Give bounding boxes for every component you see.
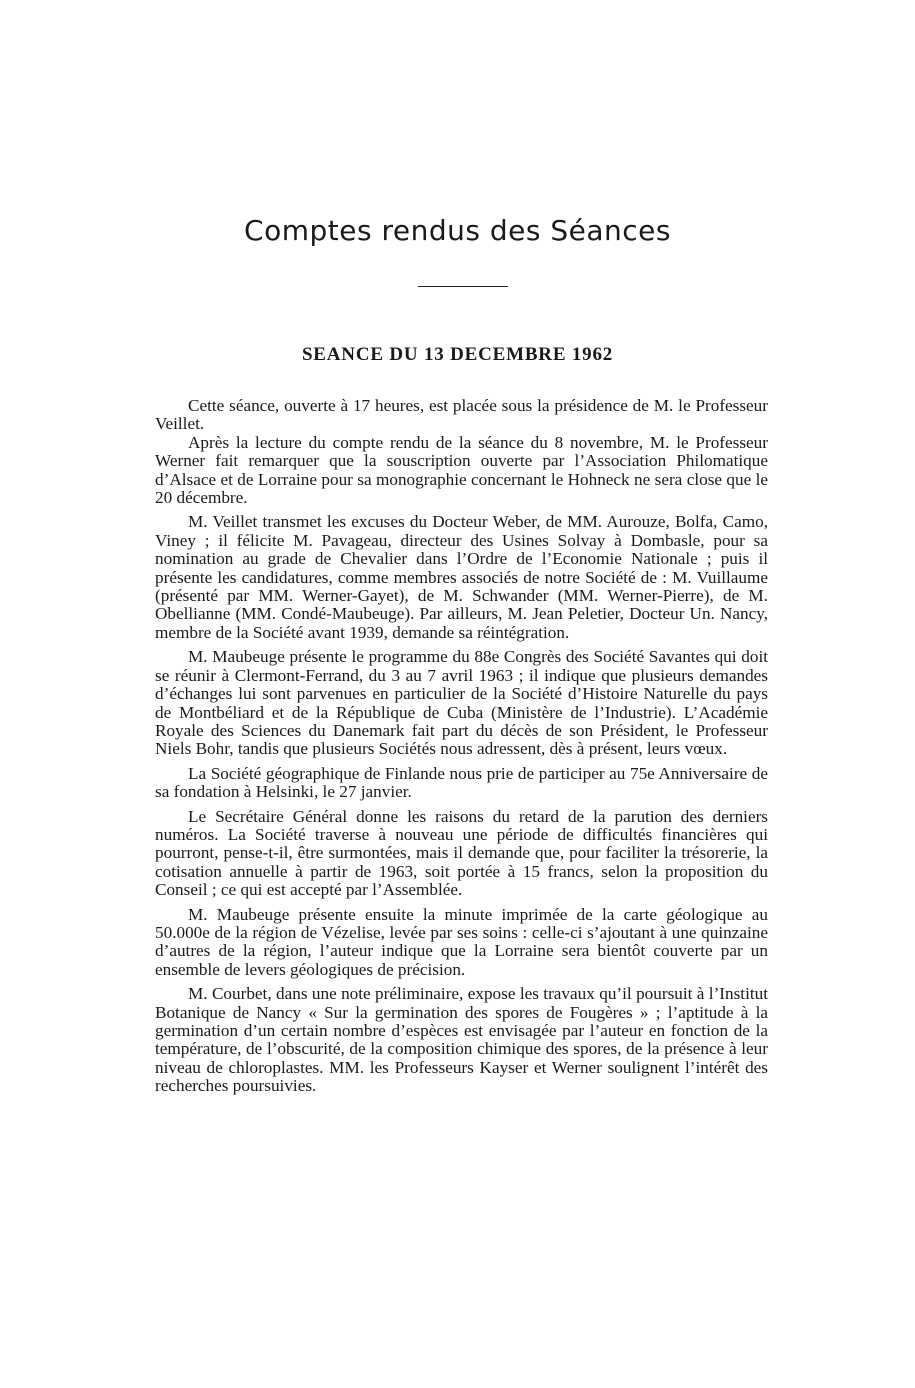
paragraph-finances: Le Secrétaire Général donne les raisons du retard de la parution des derniers numéros. La Société traverse à nouveau une période de difficultés financières qui pourront, pense-t-il, être surmontées, mais il demande que, pour faciliter la trésorerie, la cotisation annuelle à partir de 1963, soit portée à 15 francs, selon la proposition du Conseil ; ce qui est accepté par l’Assemblée. (155, 806, 768, 900)
page-title: Comptes rendus des Séances (244, 214, 671, 247)
minutes-body (155, 397, 768, 1096)
paragraph-congress-programme: M. Maubeuge présente le programme du 88e Congrès des Société Savantes qui doit se réunir à Clermont-Ferrand, du 3 au 7 avril 1963 ; il indique que plusieurs demandes d’échanges lui sont parvenues en particulier de la Société d’Histoire Naturelle du pays de Montbéliard et de la République de Cuba (Ministère de l’Industrie). L’Académie Royale des Sciences du Danemark fait part du décès de son Président, le Professeur Niels Bohr, tandis que plusieurs Sociétés nous adressent, dès à présent, leurs vœux. (155, 647, 768, 759)
paragraph-previous-minutes: Après la lecture du compte rendu de la séance du 8 novembre, M. le Professeur Werner fait remarquer que la souscription ouverte par l’Association Philomatique d’Alsace et de Lorraine pour sa monographie concernant le Hohneck ne sera close que le 20 décembre. (155, 432, 768, 508)
title-divider (418, 286, 508, 287)
paragraph-opening: Cette séance, ouverte à 17 heures, est placée sous la présidence de M. le Professeur Veillet. (155, 396, 768, 434)
paragraph-fern-spores: M. Courbet, dans une note préliminaire, expose les travaux qu’il poursuit à l’Institut Botanique de Nancy « Sur la germination des spores de Fougères » ; l’aptitude à la germination d’un certain nombre d’espèces est envisagée par l’auteur en fonction de la température, de l’obscurité, de la composition chimique des spores, de la présence à leur niveau de chloroplastes. MM. les Professeurs Kayser et Werner soulignent l’intérêt des recherches poursuivies. (155, 984, 768, 1096)
paragraph-finland-anniversary: La Société géographique de Finlande nous prie de participer au 75e Anniversaire de sa fondation à Helsinki, le 27 janvier. (155, 763, 768, 802)
paragraph-excuses-candidatures: M. Veillet transmet les excuses du Docteur Weber, de MM. Aurouze, Bolfa, Camo, Viney ; il félicite M. Pavageau, directeur des Usines Solvay à Dombasle, pour sa nomination au grade de Chevalier dans l’Ordre de l’Economie Nationale ; puis il présente les candidatures, comme membres associés de notre Société de : M. Vuillaume (présenté par MM. Werner-Gayet), de M. Schwander (MM. Werner-Pierre), de M. Obellianne (MM. Condé-Maubeuge). Par ailleurs, M. Jean Peletier, Docteur Un. Nancy, membre de la Société avant 1939, demande sa réintégration. (155, 512, 768, 642)
paragraph-geological-map: M. Maubeuge présente ensuite la minute imprimée de la carte géologique au 50.000e de la région de Vézelise, levée par ses soins : celle-ci s’ajoutant à une quinzaine d’autres de la région, l’auteur indique que la Lorraine sera bientôt couverte par un ensemble de levers géologiques de précision. (155, 904, 768, 979)
session-heading: SEANCE DU 13 DECEMBRE 1962 (301, 344, 614, 365)
